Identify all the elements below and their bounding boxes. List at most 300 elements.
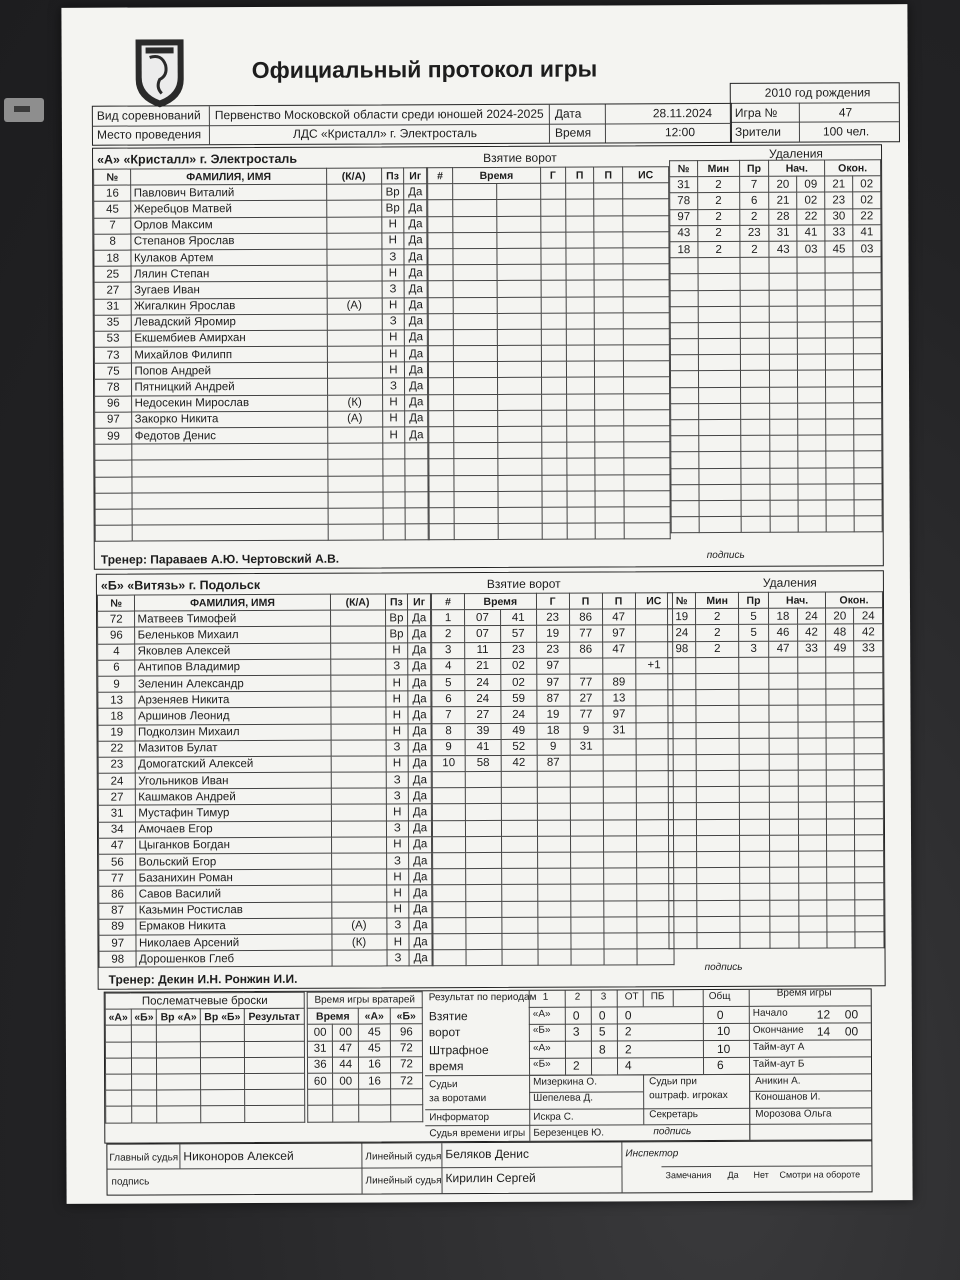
pen-end-sec: [854, 386, 882, 402]
pen-end-min: 20: [826, 608, 855, 624]
goal-row: [432, 738, 673, 755]
goal-scorer: [537, 917, 570, 933]
pen-end-sec: [855, 737, 884, 753]
goalie-time-title: Время игры вратарей: [307, 992, 422, 1009]
goalie-minute: 00: [307, 1025, 333, 1041]
goal-scorer: 87: [536, 690, 569, 706]
pen-start-sec: [797, 306, 825, 322]
pen-reason: 2: [739, 209, 769, 225]
pen-start-sec: 03: [797, 241, 825, 257]
player-name: Вольский Егор: [136, 853, 331, 870]
pen-start-sec: [798, 835, 827, 851]
goal-second: [501, 820, 537, 836]
pen-reason: [741, 516, 771, 532]
pen-minutes: [696, 673, 738, 689]
remarks-no: Нет: [753, 1169, 769, 1180]
player-position: Н: [386, 934, 409, 950]
shootout-row: [106, 1106, 305, 1123]
pen-player: 31: [670, 177, 698, 193]
pen-player: 18: [670, 242, 698, 258]
shootout-cell: [105, 1058, 131, 1074]
pen-start-sec: 41: [797, 225, 825, 241]
pen-player: [669, 900, 698, 916]
pen-end-sec: [853, 273, 881, 289]
goal-scorer: [542, 523, 567, 539]
pen-minutes: [696, 657, 738, 673]
team-b-roster-table: [97, 593, 433, 968]
pen-end-sec: [853, 370, 881, 386]
goalie-b-number: [391, 1089, 423, 1105]
game-start-hour: 12: [816, 1007, 831, 1022]
goal-second: 49: [501, 723, 537, 739]
player-name: Казьмин Ростислав: [136, 902, 331, 919]
timekeeper-name: Березенцев Ю.: [533, 1127, 605, 1139]
player-played: Да: [408, 691, 431, 707]
goals-b-period: 5: [598, 1024, 606, 1039]
penalty-row: [668, 689, 883, 706]
game-time-title: Время игры: [776, 987, 832, 999]
player-played: Да: [404, 265, 427, 281]
pen-reason: [741, 484, 771, 500]
roster-row: [99, 885, 432, 903]
goal-second: [497, 345, 541, 361]
goal-second: [497, 281, 541, 297]
goals-a-label: «А»: [532, 1008, 551, 1020]
penalty-row: [669, 899, 884, 916]
player-number: 16: [94, 185, 132, 201]
pen-reason: [739, 706, 769, 722]
penalty-row: [669, 932, 884, 949]
pen-end-sec: [855, 721, 884, 737]
goal-assist-2: [595, 491, 624, 507]
pen-reason: 5: [738, 608, 768, 624]
goal-row: [432, 787, 673, 804]
goal-assist-1: [566, 377, 595, 393]
grid-line: [703, 990, 704, 1074]
pen-header-row: [667, 592, 882, 609]
pen-start-sec: [797, 290, 825, 306]
player-role: (К): [327, 395, 382, 411]
player-number: 53: [94, 331, 132, 347]
penalty-judge-1: Аникин А.: [755, 1075, 801, 1087]
player-role: [326, 184, 381, 200]
pen-end-sec: 02: [853, 176, 881, 192]
col-ka-header: (К/А): [330, 594, 385, 610]
pen-start-min: [769, 689, 798, 705]
player-number: 89: [99, 919, 137, 935]
shootout-row: [105, 1025, 304, 1042]
goal-assist-1: [566, 345, 595, 361]
goal-assist-1: 77: [569, 625, 602, 641]
player-role: (А): [327, 411, 382, 427]
goalie-a-number: [359, 1089, 391, 1105]
penalty-row: [668, 737, 883, 754]
goal-assist-1: [570, 917, 603, 933]
pen-minutes: [697, 738, 739, 754]
goal-scorer: [541, 248, 566, 264]
grid-line: [529, 1040, 749, 1042]
player-played: [405, 443, 428, 459]
goal-row: [429, 523, 670, 540]
player-name: Аршинов Леонид: [135, 707, 330, 724]
col-scorer-header: Г: [540, 167, 565, 183]
pen-minutes: 2: [698, 241, 740, 257]
goal-situation: [623, 248, 669, 264]
goal-number: [433, 885, 466, 901]
pen-start-min: [770, 819, 799, 835]
goal-second: 02: [501, 658, 537, 674]
pen-start-min: [770, 916, 799, 932]
player-number: 19: [98, 725, 136, 741]
pen-minutes: [699, 468, 741, 484]
goal-assist-2: [595, 507, 624, 523]
pen-minutes: [697, 835, 739, 851]
col-position-header: Пз: [381, 168, 404, 184]
pen-end-min: [827, 835, 856, 851]
pen-player: [671, 468, 699, 484]
penalty-row-label-2: время: [428, 1059, 464, 1074]
goal-situation: [637, 949, 675, 965]
goal-minute: [466, 933, 502, 949]
goal-minute: [453, 426, 497, 442]
pen-end-min: [825, 322, 853, 338]
goal-assist-1: [570, 868, 603, 884]
competition-label: Вид соревнований: [96, 108, 201, 123]
player-number: 99: [95, 428, 133, 444]
goalie-a-number: 45: [358, 1024, 390, 1040]
period-col-header: 2: [574, 991, 581, 1003]
pen-start-sec: 09: [797, 176, 825, 192]
goal-second: 41: [500, 609, 536, 625]
game-info-box: [730, 82, 900, 143]
goal-assist-2: 97: [603, 706, 636, 722]
player-position: Н: [382, 297, 405, 313]
player-number: 73: [94, 347, 132, 363]
goalie-second: 00: [333, 1073, 359, 1089]
goal-scorer: [542, 459, 567, 475]
goal-row: [428, 183, 669, 200]
shootout-cell: [131, 1042, 157, 1058]
player-name: Дорошенков Глеб: [136, 950, 331, 967]
pen-end-min: [827, 883, 856, 899]
goal-row: [432, 706, 673, 723]
pen-reason: [740, 932, 770, 948]
pen-start-min: [770, 900, 799, 916]
roster-row: [98, 707, 431, 725]
pen-reason: [740, 419, 770, 435]
goal-number: 10: [432, 755, 465, 771]
pen-reason: [739, 787, 769, 803]
pen-minutes: 2: [698, 225, 740, 241]
grid-line: [749, 1074, 750, 1140]
goal-scorer: [541, 313, 566, 329]
shootout-cell: [201, 1090, 245, 1106]
pen-reason: [740, 867, 770, 883]
penalty-row: [671, 451, 882, 468]
pen-end-min: 21: [825, 176, 853, 192]
pen-start-min: [769, 306, 797, 322]
goal-second: 23: [500, 642, 536, 658]
goal-row: [433, 916, 674, 933]
goal-minute: 21: [465, 658, 501, 674]
goal-scorer: [541, 378, 566, 394]
player-name: Кулаков Артем: [131, 249, 326, 266]
pen-end-min: [826, 673, 855, 689]
pen-player: [671, 387, 699, 403]
goal-assist-1: [570, 820, 603, 836]
roster-row: [94, 249, 427, 267]
goal-row: [432, 803, 673, 820]
pen-start-min: [770, 403, 798, 419]
pen-minutes: 2: [698, 209, 740, 225]
player-number: 96: [95, 396, 133, 412]
goal-number: [429, 524, 454, 540]
goal-minute: [453, 232, 497, 248]
goalie-second: 47: [333, 1041, 359, 1057]
goal-number: [429, 459, 454, 475]
grid-line: [529, 1075, 530, 1141]
pen-end-sec: [854, 403, 882, 419]
period-results-block: [425, 989, 872, 1141]
roster-row: [99, 934, 432, 952]
pen-start-min: [770, 484, 798, 500]
shootout-cell: [106, 1090, 132, 1106]
pen-reason: 23: [739, 225, 769, 241]
goal-assist-1: [570, 933, 603, 949]
goal-assist-1: [565, 183, 594, 199]
pen-end-sec: [854, 500, 882, 516]
periods-title: Результат по периодам: [428, 991, 537, 1004]
goal-second: [498, 442, 542, 458]
roster-row: [94, 330, 427, 348]
goalie-b-header: «Б»: [390, 1008, 422, 1024]
shootout-cell: [244, 1073, 304, 1089]
pen-header-row: [670, 160, 881, 177]
goal-assist-2: [603, 755, 636, 771]
player-role: [331, 837, 386, 853]
player-played: [405, 508, 428, 524]
linesman-1-name: Беляков Денис: [445, 1146, 529, 1162]
pen-player: [670, 355, 698, 371]
time-label: Время: [554, 125, 592, 140]
penalty-row: [671, 516, 882, 533]
goal-minute: [454, 524, 498, 540]
goalie-minute: 60: [308, 1073, 334, 1089]
inspector-label: Инспектор: [625, 1148, 679, 1160]
player-played: Да: [409, 917, 432, 933]
penalty-row: [668, 673, 883, 690]
goal-assist-2: [603, 884, 636, 900]
goal-situation: [624, 507, 670, 523]
penalty-row: [668, 770, 883, 787]
goal-scorer: [537, 901, 570, 917]
pen-end-min: [826, 354, 854, 370]
goal-row: [428, 215, 669, 232]
player-played: Да: [408, 626, 431, 642]
col-assist1-header: П: [565, 167, 594, 183]
player-name: Зугаев Иван: [132, 282, 327, 299]
informer-name: Искра С.: [533, 1111, 574, 1123]
game-number: 47: [838, 105, 853, 120]
penalty-row: [668, 721, 883, 738]
goal-situation: [623, 345, 669, 361]
player-name: Арзеняев Никита: [135, 691, 330, 708]
shootout-cell: [157, 1058, 201, 1074]
pen-end-sec: [855, 867, 884, 883]
goal-minute: [453, 394, 497, 410]
col-pen-num-header: №: [670, 161, 698, 177]
pen-end-sec: [855, 899, 884, 915]
pen-reason: [739, 754, 769, 770]
team-a-signature: подпись: [706, 549, 745, 562]
player-position: Н: [386, 804, 409, 820]
penalty-row: [668, 624, 883, 641]
goal-minute: [453, 265, 497, 281]
col-time-header: Время: [464, 593, 536, 609]
goal-assist-2: [595, 410, 624, 426]
goal-assist-2: 47: [602, 641, 635, 657]
pen-end-min: [826, 500, 854, 516]
goal-minute: [454, 475, 498, 491]
pen-player: [670, 371, 698, 387]
goal-row: [428, 280, 669, 297]
pen-start-sec: [797, 657, 826, 673]
goal-assist-1: 77: [570, 706, 603, 722]
player-number: 96: [98, 627, 136, 643]
goal-second: [497, 297, 541, 313]
player-name: Мустафин Тимур: [136, 805, 331, 822]
shootout-cell: [244, 1041, 304, 1057]
pen-player: [668, 819, 697, 835]
goal-scorer: [541, 216, 566, 232]
pen-end-min: [826, 419, 854, 435]
player-played: Да: [409, 950, 432, 966]
goal-second: [497, 313, 541, 329]
pen-start-sec: [798, 387, 826, 403]
goal-assist-1: [569, 658, 602, 674]
goal-number: [429, 475, 454, 491]
goal-scorer: 19: [536, 626, 569, 642]
goal-row: [429, 426, 670, 443]
chief-judge-label: Главный судья: [109, 1152, 179, 1164]
goal-assist-2: [602, 658, 635, 674]
pen-start-sec: [798, 435, 826, 451]
pen-end-sec: [855, 754, 884, 770]
goal-assist-1: [567, 491, 596, 507]
roster-row: [94, 233, 427, 251]
shootout-row: [105, 1041, 304, 1058]
goal-second: [501, 836, 537, 852]
pen-b-period: 2: [572, 1058, 580, 1073]
penalty-judge-2: Коношанов И.: [755, 1091, 821, 1103]
goal-row: [429, 442, 670, 459]
roster-row: [98, 739, 431, 757]
pen-a-period: 10: [716, 1041, 731, 1057]
pen-start-min: 18: [769, 608, 798, 624]
goalie-row: [308, 1073, 423, 1090]
informer-label: Информатор: [429, 1111, 490, 1124]
date-label: Дата: [554, 106, 582, 121]
roster-row: [98, 610, 431, 628]
goal-minute: [453, 216, 497, 232]
goal-judge-2: Шепелева Д.: [533, 1092, 594, 1104]
goal-scorer: [541, 329, 566, 345]
player-played: Да: [404, 184, 427, 200]
penalty-row: [668, 754, 883, 771]
col-name-header: ФАМИЛИЯ, ИМЯ: [131, 168, 326, 185]
shootout-cell: [201, 1074, 245, 1090]
pen-minutes: [696, 706, 738, 722]
goal-number: [429, 508, 454, 524]
pen-end-min: [825, 273, 853, 289]
goal-scorer: 18: [537, 723, 570, 739]
player-name: Лялин Степан: [131, 265, 326, 282]
goal-assist-2: [596, 523, 625, 539]
penalty-row: [670, 225, 881, 242]
pen-end-min: [825, 257, 853, 273]
pen-player: 43: [670, 225, 698, 241]
pen-minutes: [697, 916, 739, 932]
player-played: Да: [404, 233, 427, 249]
goals-b-period: 3: [572, 1024, 580, 1039]
goal-number: 9: [432, 739, 465, 755]
goal-assist-2: [594, 199, 623, 215]
goal-scorer: [541, 297, 566, 313]
player-position: Н: [385, 675, 408, 691]
goal-assist-1: [567, 507, 596, 523]
roster-row: [95, 459, 428, 477]
pen-end-min: [826, 770, 855, 786]
team-a-goals-title: Взятие ворот: [483, 150, 557, 166]
goal-situation: [624, 377, 670, 393]
goal-number: [429, 410, 454, 426]
pen-start-min: [770, 338, 798, 354]
goal-minute: 39: [465, 723, 501, 739]
goal-number: [433, 869, 466, 885]
pen-end-min: [826, 387, 854, 403]
pen-end-sec: [854, 657, 883, 673]
goal-number: [433, 934, 466, 950]
goal-assist-2: [595, 329, 624, 345]
goal-second: [498, 475, 542, 491]
pen-end-min: 33: [825, 225, 853, 241]
pen-reason: 7: [739, 176, 769, 192]
goal-row: [433, 900, 674, 917]
pen-start-sec: [798, 338, 826, 354]
player-position: [383, 508, 406, 524]
goal-assist-1: [570, 787, 603, 803]
pen-start-sec: 33: [797, 641, 826, 657]
pen-end-sec: [855, 818, 884, 834]
game-number-label: Игра №: [734, 105, 778, 120]
player-played: Да: [408, 642, 431, 658]
pen-start-min: 43: [769, 241, 797, 257]
pen-start-min: [770, 803, 799, 819]
player-number: 75: [94, 363, 132, 379]
pen-player: 98: [668, 641, 697, 657]
player-played: Да: [409, 788, 432, 804]
col-pen-start-header: Нач.: [769, 160, 825, 176]
col-pen-reason-header: Пр: [738, 592, 768, 608]
goal-scorer: [537, 771, 570, 787]
col-assist2-header: П: [594, 167, 623, 183]
shootout-cell: [105, 1025, 131, 1041]
pen-reason: [740, 884, 770, 900]
pen-player: [668, 722, 697, 738]
col-pen-min-header: Мин: [696, 592, 738, 608]
pen-minutes: [697, 868, 739, 884]
goal-judges-label-1: Судьи: [429, 1079, 458, 1091]
